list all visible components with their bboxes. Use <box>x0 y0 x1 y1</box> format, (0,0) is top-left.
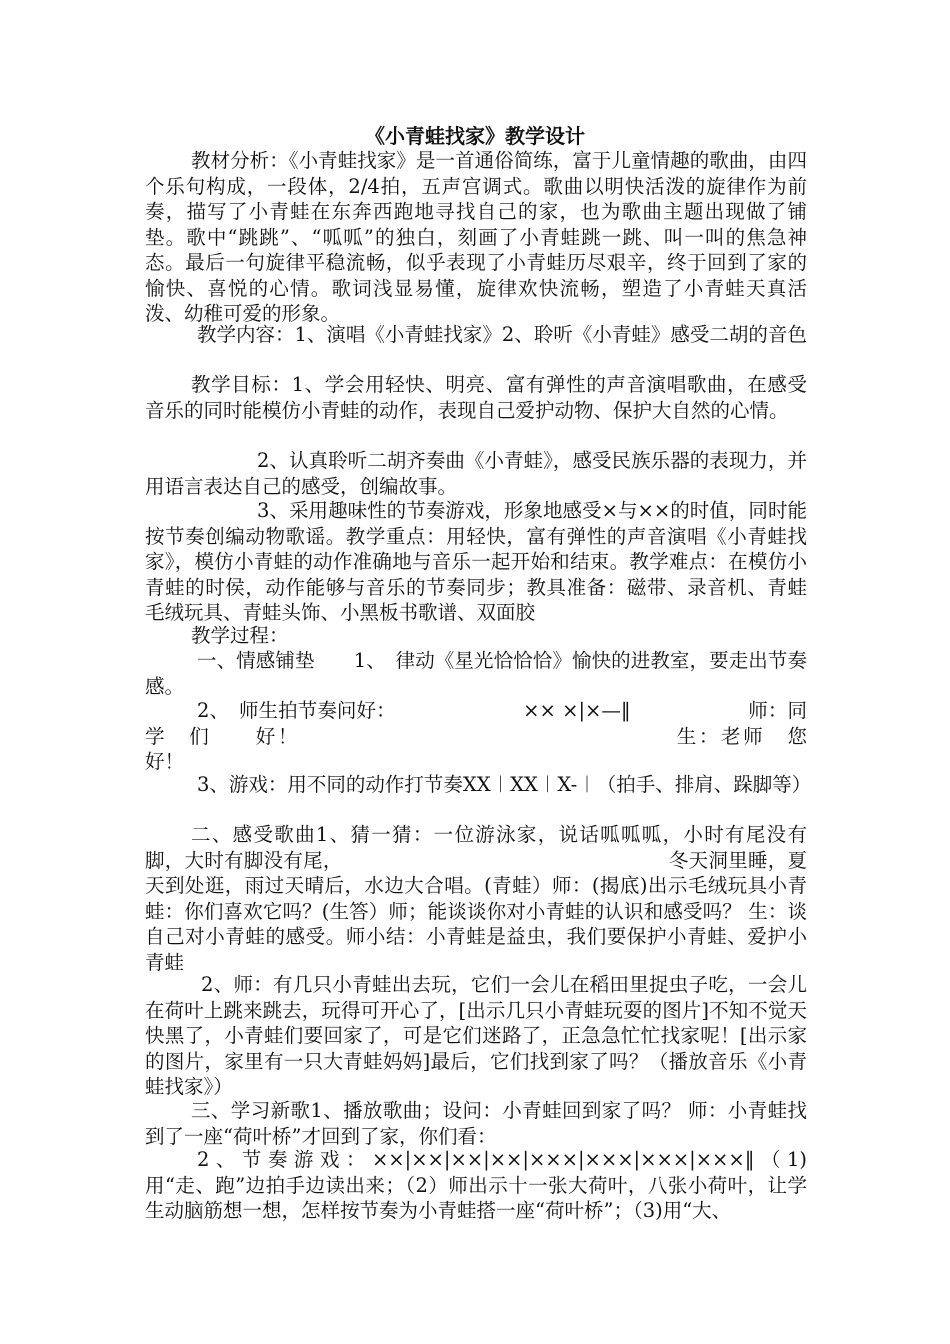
paragraph-teaching-goal-2: 2、认真聆听二胡齐奏曲《小青蛙》，感受民族乐器的表现力，并用语言表达自己的感受，创编故事。 <box>145 449 807 498</box>
paragraph-emotion-setup: 一、情感铺垫 1、 律动《星光恰恰恰》愉快的进教室，要走出节奏感。 <box>145 649 807 698</box>
paragraph-learn-song: 三、学习新歌1、播放歌曲；设问：小青蛙回到家了吗？ 师：小青蛙找到了一座“荷叶桥”才回到了家，你们看： <box>145 1099 807 1148</box>
paragraph-teaching-content: 教学内容：1、演唱《小青蛙找家》2、聆听《小青蛙》感受二胡的音色 <box>197 323 807 346</box>
paragraph-rhythm-game: 3、游戏：用不同的动作打节奏XX︱XX︱X-︱（拍手、排肩、跺脚等） <box>197 773 812 796</box>
paragraph-teaching-goal-1: 教学目标：1、学会用轻快、明亮、富有弹性的声音演唱歌曲，在感受音乐的同时能模仿小青蛙的动作，表现自己爱护动物、保护大自然的心情。 <box>145 373 807 422</box>
paragraph-material-analysis: 教材分析：《小青蛙找家》是一首通俗简练，富于儿童情趣的歌曲，由四个乐句构成，一段体，2/4拍，五声宫调式。歌曲以明快活泼的旋律作为前奏，描写了小青蛙在东奔西跑地寻找自己的家，也为歌曲主题出现做了铺垫。歌中“跳跳”、“呱呱”的独白，刻画了小青蛙跳一跳、叫一叫的焦急神态。最后一句旋律平稳流畅，似乎表现了小青蛙历尽艰辛，终于回到了家的愉快、喜悦的心情。歌词浅显易懂，旋律欢快流畅，塑造了小青蛙天真活泼、幼稚可爱的形象。 <box>145 149 807 325</box>
paragraph-feel-song: 二、感受歌曲1、猜一猜：一位游泳家，说话呱呱呱，小时有尾没有脚，大时有脚没有尾， 冬天洞里睡，夏天到处逛，雨过天晴后，水边大合唱。(青蛙）师：(揭底)出示毛绒玩具小青蛙：你们喜欢它吗？(生答）师；能谈谈你对小青蛙的认识和感受吗？ 生：谈自己对小青蛙的感受。师小结：小青蛙是益虫，我们要保护小青蛙、爱护小青蛙 <box>145 823 807 974</box>
paragraph-teaching-goal-3: 3、采用趣味性的节奏游戏，形象地感受×与××的时值，同时能按节奏创编动物歌谣。教学重点：用轻快，富有弹性的声音演唱《小青蛙找家》，模仿小青蛙的动作准确地与音乐一起开始和结束。教学难点：在模仿小青蛙的时侯，动作能够与音乐的节奏同步；教具准备：磁带、录音机、青蛙毛绒玩具、青蛙头饰、小黑板书歌谱、双面胶 <box>145 499 807 624</box>
document-title: 《小青蛙找家》教学设计 <box>365 124 585 148</box>
paragraph-story: 2、师：有几只小青蛙出去玩，它们一会儿在稻田里捉虫子吃，一会儿在荷叶上跳来跳去，玩得可开心了，[出示几只小青蛙玩耍的图片]不知不觉天快黑了，小青蛙们要回家了，可是它们迷路了，正急急忙忙找家呢！[出示家的图片，家里有一只大青蛙妈妈]最后，它们找到家了吗？（播放音乐《小青蛙找家》） <box>145 973 807 1098</box>
paragraph-rhythm-greeting: 2、 师生拍节奏问好： ×× ×|×—‖ 师：同学 们 好！ 生：老师 您 好！ <box>145 699 847 773</box>
paragraph-process-heading: 教学过程： <box>191 624 289 647</box>
paragraph-rhythm-lotus: 2、节奏游戏：××|××|××|××|×××|×××|×××|×××‖（1)用“走、跑”边拍手边读出来；（2）师出示十一张大荷叶，八张小荷叶，让学生动脑筋想一想，怎样按节奏为小青蛙搭一座“荷叶桥”；（3)用“大、 <box>145 1148 807 1222</box>
